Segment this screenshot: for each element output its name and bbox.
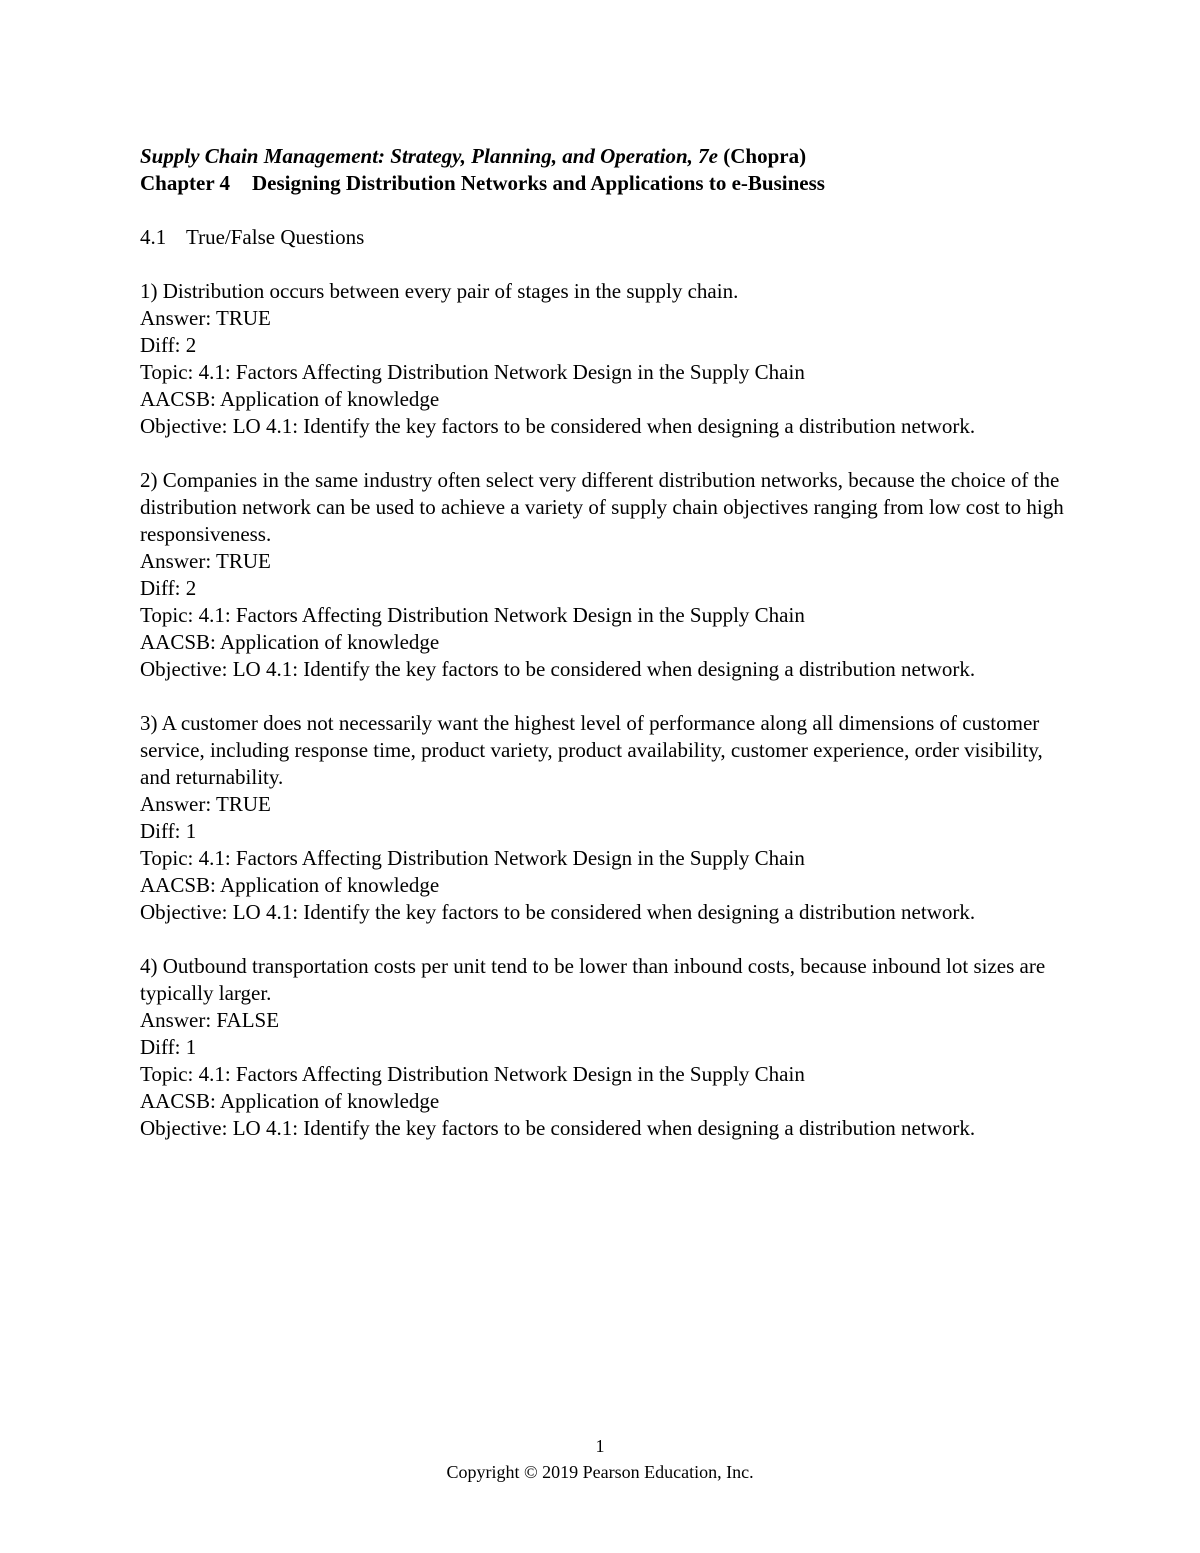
question-objective: Objective: LO 4.1: Identify the key factors to be considered when designing a distribution network. (140, 900, 976, 924)
question-topic: Topic: 4.1: Factors Affecting Distribution Network Design in the Supply Chain (140, 846, 805, 870)
question-3 (140, 710, 1070, 926)
section-number: 4.1 (140, 225, 167, 249)
question-objective: Objective: LO 4.1: Identify the key factors to be considered when designing a distribution network. (140, 414, 976, 438)
question-aacsb: AACSB: Application of knowledge (140, 387, 440, 411)
question-text: 2) Companies in the same industry often select very different distribution networks, because the choice of the distribution network can be used to achieve a variety of supply chain objectives ranging from low cost to high responsiveness. (140, 468, 1064, 546)
question-topic: Topic: 4.1: Factors Affecting Distribution Network Design in the Supply Chain (140, 1062, 805, 1086)
question-aacsb: AACSB: Application of knowledge (140, 1089, 440, 1113)
question-text: 1) Distribution occurs between every pair of stages in the supply chain. (140, 279, 739, 303)
question-diff: Diff: 1 (140, 1035, 197, 1059)
document-body (140, 143, 1070, 1142)
question-objective: Objective: LO 4.1: Identify the key factors to be considered when designing a distribution network. (140, 1116, 976, 1140)
question-answer: Answer: TRUE (140, 549, 271, 573)
question-answer: Answer: TRUE (140, 306, 271, 330)
question-text: 3) A customer does not necessarily want the highest level of performance along all dimensions of customer service, including response time, product variety, product availability, customer experience, order visibility, and returnability. (140, 711, 1043, 789)
question-aacsb: AACSB: Application of knowledge (140, 630, 440, 654)
question-1 (140, 278, 1070, 440)
question-objective: Objective: LO 4.1: Identify the key factors to be considered when designing a distribution network. (140, 657, 976, 681)
chapter-name: Designing Distribution Networks and Applications to e-Business (252, 171, 825, 195)
chapter-number: Chapter 4 (140, 171, 231, 195)
book-title (140, 143, 1070, 170)
question-diff: Diff: 1 (140, 819, 197, 843)
chapter-title (140, 170, 1070, 197)
book-title-italic: Supply Chain Management: Strategy, Planning, and Operation, 7e (140, 144, 718, 168)
question-topic: Topic: 4.1: Factors Affecting Distribution Network Design in the Supply Chain (140, 603, 805, 627)
section-heading (140, 224, 1070, 251)
question-2 (140, 467, 1070, 683)
section-title: True/False Questions (186, 225, 365, 249)
page-number: 1 (595, 1436, 605, 1456)
question-aacsb: AACSB: Application of knowledge (140, 873, 440, 897)
question-4 (140, 953, 1070, 1142)
book-author: (Chopra) (717, 144, 807, 168)
copyright-notice: Copyright © 2019 Pearson Education, Inc. (446, 1462, 754, 1482)
question-topic: Topic: 4.1: Factors Affecting Distribution Network Design in the Supply Chain (140, 360, 805, 384)
question-diff: Diff: 2 (140, 333, 197, 357)
question-answer: Answer: FALSE (140, 1008, 280, 1032)
question-text: 4) Outbound transportation costs per unit tend to be lower than inbound costs, because inbound lot sizes are typically larger. (140, 954, 1046, 1005)
question-diff: Diff: 2 (140, 576, 197, 600)
question-answer: Answer: TRUE (140, 792, 271, 816)
